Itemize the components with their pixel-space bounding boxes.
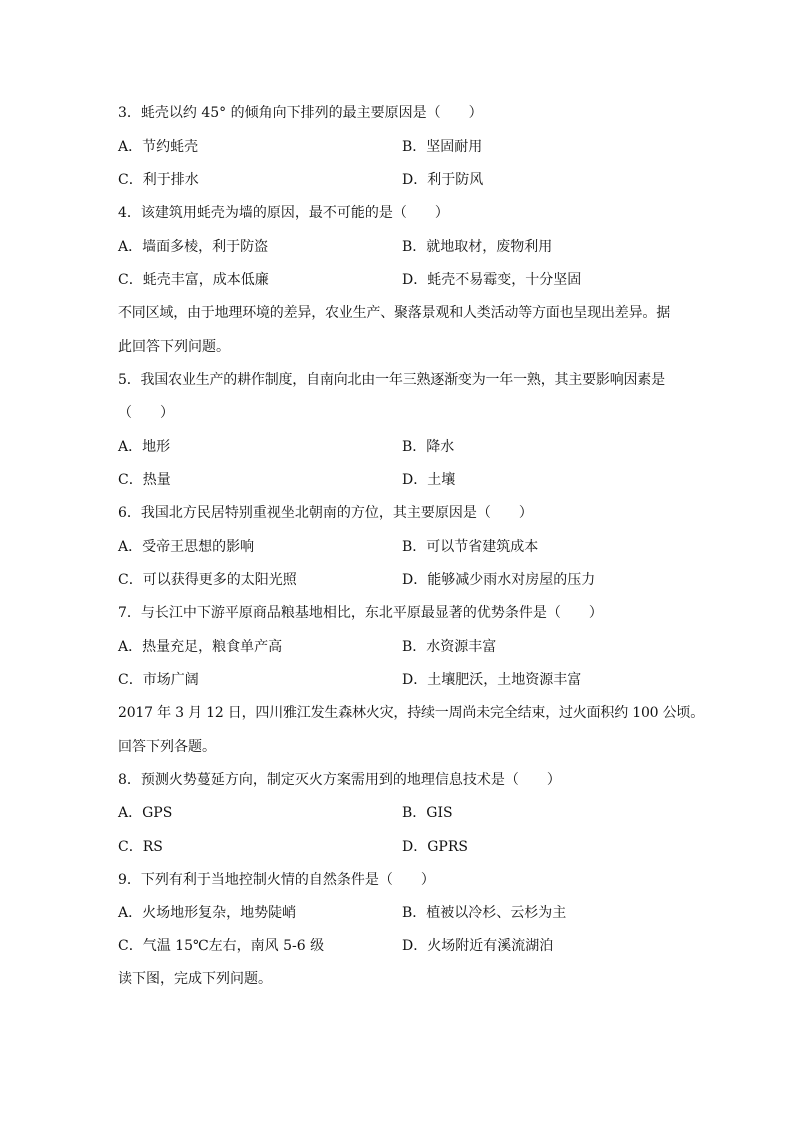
q3-option-d: D．利于防风	[402, 172, 484, 188]
q9-option-a: A．火场地形复杂，地势陡峭	[118, 905, 297, 921]
q5-answer-paren: （ ）	[118, 405, 174, 421]
q4-stem: 4．该建筑用蚝壳为墙的原因，最不可能的是（ ）	[118, 205, 449, 221]
figure-instruction: 读下图，完成下列问题。	[118, 971, 272, 987]
q5-option-a: A．地形	[118, 439, 171, 455]
q8-option-d: D．GPRS	[402, 839, 468, 855]
q6-option-c: C．可以获得更多的太阳光照	[118, 572, 297, 588]
q8-stem: 8．预测火势蔓延方向，制定灭火方案需用到的地理信息技术是（ ）	[118, 772, 561, 788]
q6-stem: 6．我国北方民居特别重视坐北朝南的方位，其主要原因是（ ）	[118, 505, 533, 521]
q9-option-c: C．气温 15℃左右，南风 5-6 级	[118, 938, 325, 954]
q8-option-a: A．GPS	[118, 805, 173, 821]
q3-option-b: B．坚固耐用	[402, 139, 483, 155]
fire-intro-line2: 回答下列各题。	[118, 739, 216, 755]
intro-paragraph-line1: 不同区域，由于地理环境的差异，农业生产、聚落景观和人类活动等方面也呈现出差异。据	[118, 305, 670, 321]
q4-option-b: B．就地取材，废物利用	[402, 239, 553, 255]
q7-option-a: A．热量充足，粮食单产高	[118, 639, 283, 655]
q7-option-d: D．土壤肥沃，土地资源丰富	[402, 672, 582, 688]
q3-option-a: A．节约蚝壳	[118, 139, 199, 155]
q5-option-b: B．降水	[402, 439, 455, 455]
q7-option-b: B．水资源丰富	[402, 639, 497, 655]
q8-option-b: B．GIS	[402, 805, 453, 821]
q4-option-d: D．蚝壳不易霉变，十分坚固	[402, 272, 582, 288]
q8-option-c: C．RS	[118, 839, 163, 855]
q3-stem: 3．蚝壳以约 45° 的倾角向下排列的最主要原因是（ ）	[118, 105, 483, 121]
q6-option-a: A．受帝王思想的影响	[118, 539, 255, 555]
q6-option-b: B．可以节省建筑成本	[402, 539, 539, 555]
q4-option-a: A．墙面多棱，利于防盗	[118, 239, 269, 255]
q9-option-d: D．火场附近有溪流湖泊	[402, 938, 554, 954]
q7-stem: 7．与长江中下游平原商品粮基地相比，东北平原最显著的优势条件是（ ）	[118, 605, 603, 621]
q5-option-c: C．热量	[118, 472, 171, 488]
q6-option-d: D．能够减少雨水对房屋的压力	[402, 572, 596, 588]
fire-intro-line1: 2017 年 3 月 12 日，四川雅江发生森林火灾，持续一周尚未完全结束，过火面积约 100 公顷。	[118, 705, 705, 721]
q5-stem: 5．我国农业生产的耕作制度，自南向北由一年三熟逐渐变为一年一熟，其主要影响因素是	[118, 372, 665, 388]
q9-stem: 9．下列有利于当地控制火情的自然条件是（ ）	[118, 872, 435, 888]
intro-paragraph-line2: 此回答下列问题。	[118, 339, 230, 355]
q7-option-c: C．市场广阔	[118, 672, 199, 688]
q9-option-b: B．植被以冷杉、云杉为主	[402, 905, 567, 921]
q3-option-c: C．利于排水	[118, 172, 199, 188]
q4-option-c: C．蚝壳丰富，成本低廉	[118, 272, 269, 288]
q5-option-d: D．土壤	[402, 472, 456, 488]
